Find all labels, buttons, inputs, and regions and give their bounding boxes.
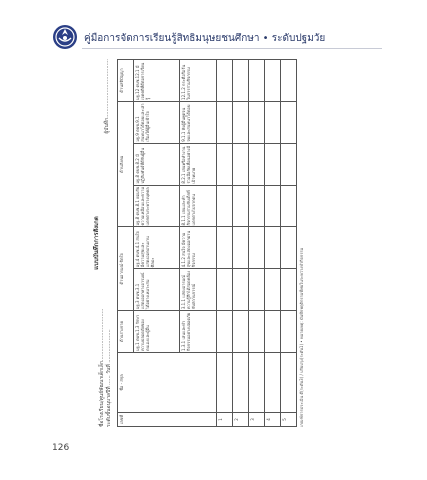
- criterion-cell: มฐ.3 ตบช.3.1 แสดงออกทางอารมณ์ได้อย่างเหมาะสม: [134, 269, 180, 311]
- description-cell: 3.1.1 แสดงอารมณ์ความรู้สึกได้สอดคล้องกับสถานการณ์: [180, 269, 216, 311]
- description-cell: 1.3.1 เล่นและทำกิจกรรมอย่างปลอดภัย: [180, 311, 216, 353]
- grade-field: ระดับชั้นอนุบาลปีที่ ...... วันที่ .....................: [106, 329, 112, 427]
- criterion-cell: มฐ.9 ตบช.9.1 สนทนาโต้ตอบและเล่าเรื่องให้ผู้อื่นเข้าใจ: [134, 101, 180, 143]
- row-number: 5: [280, 413, 296, 427]
- number-header: เลขที่: [118, 413, 217, 427]
- table-header-row: [118, 60, 134, 427]
- name-header: ชื่อ - สกุล: [118, 353, 217, 413]
- page-header-title: คู่มือการจัดการเรียนรู้สิทธิมนุษยชนศึกษา • ระดับปฐมวัย: [84, 33, 326, 44]
- row-number: 2: [232, 413, 248, 427]
- description-cell: 12.1.2 กระตือรือร้นในการร่วมกิจกรรม: [180, 60, 216, 102]
- criterion-cell: มฐ.12 ตบช.12.1 มีเจตคติที่ดีต่อการเรียนรู้: [134, 60, 180, 102]
- name-cell[interactable]: [232, 353, 248, 413]
- description-cell: 8.1.1 เล่นและทำกิจกรรมร่วมกับเด็กที่แตกต่างไปจากตน: [180, 185, 216, 227]
- table-row: [232, 60, 248, 427]
- row-number: 1: [216, 413, 232, 427]
- row-number: 3: [248, 413, 264, 427]
- criterion-cell: มฐ.4 ตบช.4.1 สนใจ มีความสุขและแสดงออกผ่านงานศิลปะ: [134, 227, 180, 269]
- description-cell: 8.2.1 เล่นหรือทำงานร่วมมือกับเพื่อนอย่างมีเป้าหมาย: [180, 143, 216, 185]
- observation-form-page: [89, 55, 304, 431]
- domain-intellectual-header: ด้านสติปัญญา: [118, 60, 134, 102]
- page-header: [0, 0, 427, 50]
- name-cell[interactable]: [216, 353, 232, 413]
- page-number: 126: [52, 443, 70, 453]
- criterion-cell: มฐ.8 ตบช.8.1 ยอมรับความเหมือนและความแตกต่างระหว่างบุคคล: [134, 185, 180, 227]
- header-divider: [82, 48, 382, 49]
- recorder-field: ผู้บันทึก.....................................: [104, 59, 110, 134]
- domain-emotional-header: ด้านอารมณ์-จิตใจ: [118, 227, 134, 311]
- school-field: ชื่อโรงเรียน/ศูนย์พัฒนาเด็กเล็ก.................................: [99, 308, 105, 427]
- table-row: [264, 60, 280, 427]
- domain-social-header: ด้านสังคม: [118, 101, 134, 227]
- form-footnote: เกณฑ์การประเมิน ดี(ระดับ3) / ปรับปรุง(ระดับ1) • หมายเหตุ: บันทึกพฤติกรรมที่พบในระหว่างทำกิจกรรม: [299, 247, 304, 427]
- table-row: [216, 60, 232, 427]
- name-cell[interactable]: [264, 353, 280, 413]
- observation-table: [117, 59, 297, 427]
- name-cell[interactable]: [248, 353, 264, 413]
- form-meta-left: [99, 309, 113, 427]
- table-row: [248, 60, 264, 427]
- emblem-logo-icon: [52, 24, 78, 50]
- table-row: [280, 60, 296, 427]
- criterion-cell: มฐ.1 ตบช.1.3 รักษาความปลอดภัยของตนเองและผู้อื่น: [134, 311, 180, 353]
- observation-form: [89, 55, 304, 431]
- description-cell: 4.1.2 สนใจ มีความสุขและแสดงออกผ่านกิจกรรม: [180, 227, 216, 269]
- row-number: 4: [264, 413, 280, 427]
- name-cell[interactable]: [280, 353, 296, 413]
- form-title: แบบบันทึกการสังเกต: [93, 216, 100, 270]
- criterion-cell: มฐ.8 ตบช.8.2 มีปฏิสัมพันธ์ที่ดีกับผู้อื่น: [134, 143, 180, 185]
- domain-physical-header: ด้านร่างกาย: [118, 311, 134, 353]
- description-cell: 9.1.1 ฟังผู้อื่นพูดจนจบและสนทนาโต้ตอบ: [180, 101, 216, 143]
